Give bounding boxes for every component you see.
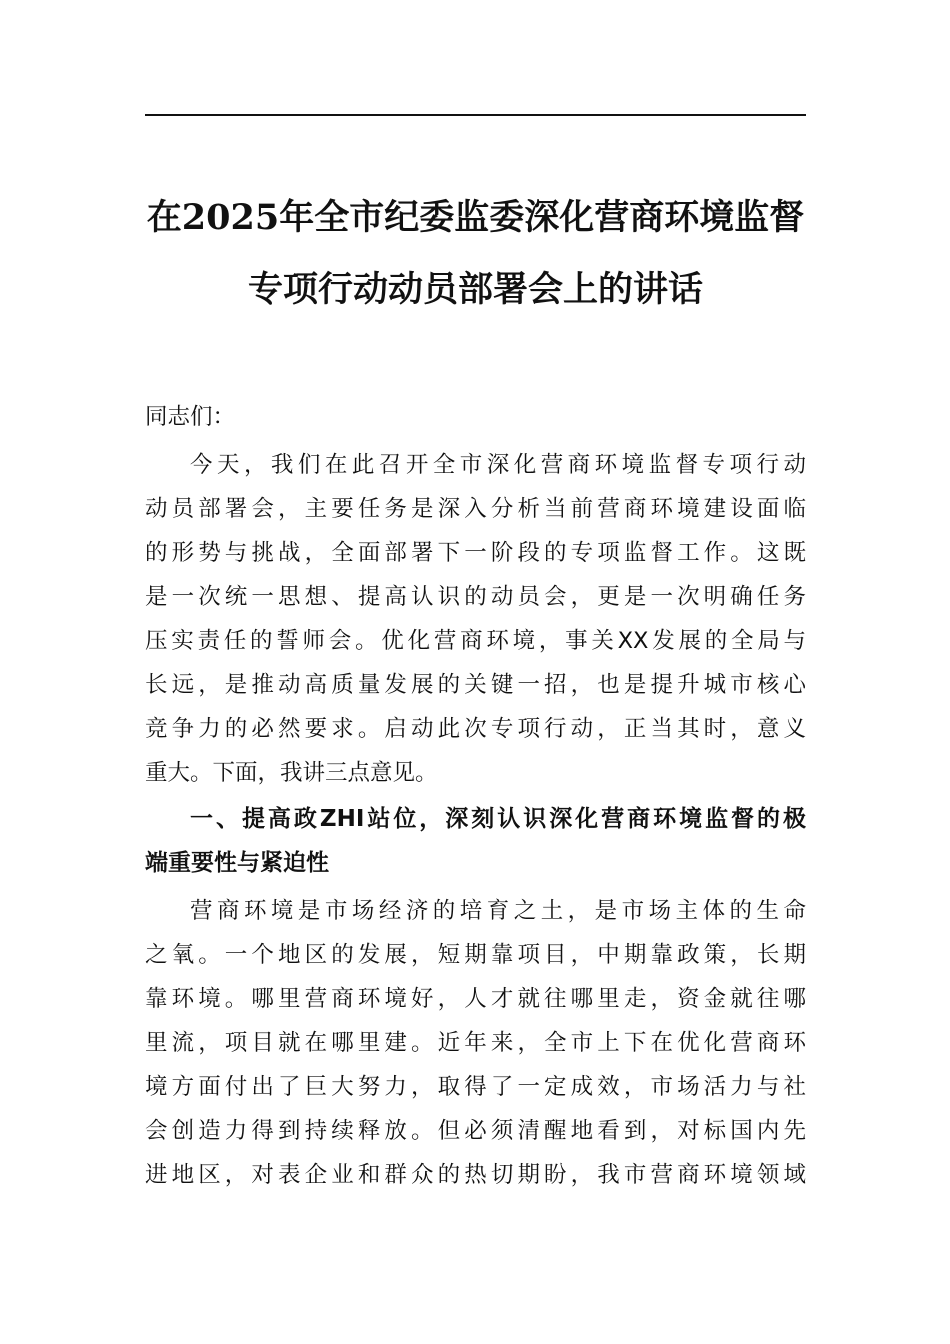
paragraph-1-line: 是一次统一思想、提高认识的动员会，更是一次明确任务 <box>145 584 806 610</box>
salutation: 同志们： <box>145 404 236 430</box>
paragraph-1-line: 重大。下面，我讲三点意见。 <box>145 760 438 786</box>
paragraph-2-line: 进地区，对表企业和群众的热切期盼，我市营商环境领域 <box>145 1162 806 1188</box>
paragraph-1-line: 今天，我们在此召开全市深化营商环境监督专项行动 <box>190 452 806 478</box>
header-rule <box>145 114 806 116</box>
paragraph-2-line: 营商环境是市场经济的培育之土，是市场主体的生命 <box>190 898 806 924</box>
paragraph-2-line: 境方面付出了巨大努力，取得了一定成效，市场活力与社 <box>145 1074 806 1100</box>
section-heading-1-line: 一、提高政ZHI站位，深刻认识深化营商环境监督的极 <box>190 806 806 832</box>
paragraph-2-line: 会创造力得到持续释放。但必须清醒地看到，对标国内先 <box>145 1118 806 1144</box>
paragraph-1-line: 压实责任的誓师会。优化营商环境，事关XX发展的全局与 <box>145 628 806 654</box>
paragraph-1-line: 的形势与挑战，全面部署下一阶段的专项监督工作。这既 <box>145 540 806 566</box>
paragraph-1-line: 长远，是推动高质量发展的关键一招，也是提升城市核心 <box>145 672 806 698</box>
document-title-line-1: 在2025年全市纪委监委深化营商环境监督 <box>146 197 805 238</box>
document-title-line-2: 专项行动动员部署会上的讲话 <box>247 269 703 310</box>
paragraph-2-line: 里流，项目就在哪里建。近年来，全市上下在优化营商环 <box>145 1030 806 1056</box>
section-heading-1-line: 端重要性与紧迫性 <box>145 850 329 876</box>
paragraph-1-line: 动员部署会，主要任务是深入分析当前营商环境建设面临 <box>145 496 806 522</box>
paragraph-2-line: 靠环境。哪里营商环境好，人才就往哪里走，资金就往哪 <box>145 986 806 1012</box>
paragraph-1-line: 竞争力的必然要求。启动此次专项行动，正当其时，意义 <box>145 716 806 742</box>
paragraph-2-line: 之氧。一个地区的发展，短期靠项目，中期靠政策，长期 <box>145 942 806 968</box>
